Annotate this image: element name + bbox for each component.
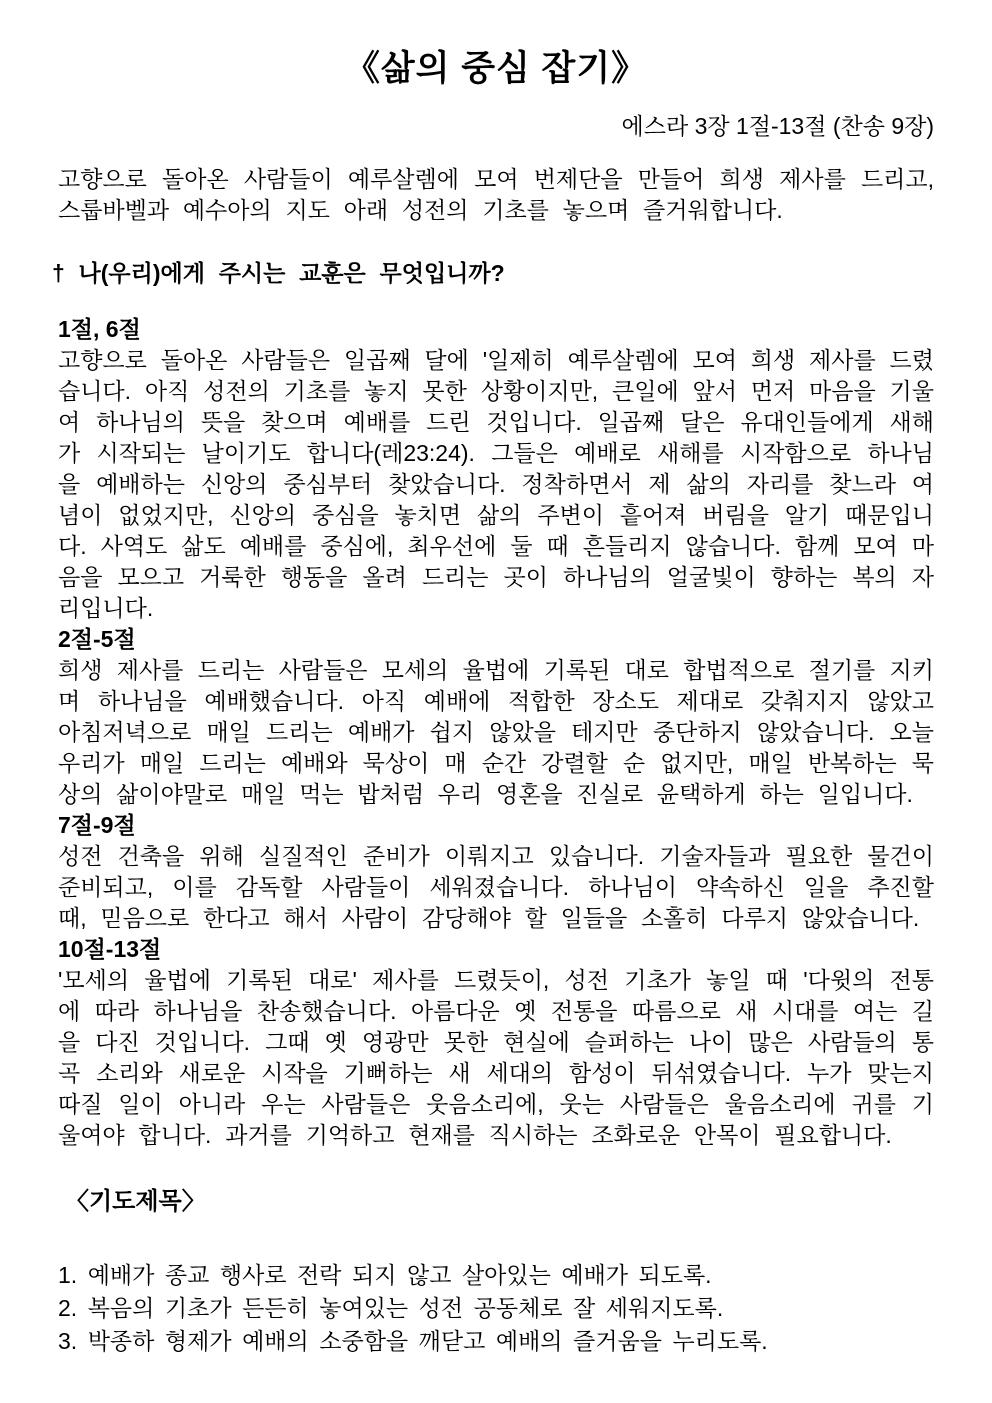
section-heading: 1절, 6절: [58, 316, 141, 342]
section-verses-1-6: [58, 314, 934, 624]
scripture-reference: 에스라 3장 1절-13절 (찬송 9장): [621, 113, 934, 139]
section-body: 고향으로 돌아온 사람들은 일곱째 달에 '일제히 예루살렘에 모여 희생 제사를 드렸습니다. 아직 성전의 기초를 놓지 못한 상황이지만, 큰일에 앞서 먼저 마음을 기울여 하나님의 뜻을 찾으며 예배를 드린 것입니다. 일곱째 달은 유대인들에게 새해가 시작되는 날이기도 합니다(레23:24). 그들은 예배로 새해를 시작함으로 하나님을 예배하는 신앙의 중심부터 찾았습니다. 정착하면서 제 삶의 자리를 찾느라 여념이 없었지만, 신앙의 중심을 놓치면 삶의 주변이 흩어져 버림을 알기 때문입니다. 사역도 삶도 예배를 중심에, 최우선에 둘 때 흔들리지 않습니다. 함께 모여 마음을 모으고 거룩한 행동을 올려 드리는 곳이 하나님의 얼굴빛이 향하는 복의 자리입니다.: [58, 347, 934, 621]
section-verses-7-9: [58, 810, 934, 934]
prayer-item: 1. 예배가 종교 행사로 전락 되지 않고 살아있는 예배가 되도록.: [58, 1262, 712, 1288]
section-heading: 7절-9절: [58, 812, 136, 838]
section-body: 성전 건축을 위해 실질적인 준비가 이뤄지고 있습니다. 기술자들과 필요한 물건이 준비되고, 이를 감독할 사람들이 세워졌습니다. 하나님이 약속하신 일을 추진할 때, 믿음으로 한다고 해서 사람이 감당해야 할 일들을 소홀히 다루지 않았습니다.: [58, 843, 934, 931]
section-body: 희생 제사를 드리는 사람들은 모세의 율법에 기록된 대로 합법적으로 절기를 지키며 하나님을 예배했습니다. 아직 예배에 적합한 장소도 제대로 갖춰지지 않았고 아침저녁으로 매일 드리는 예배가 쉽지 않았을 테지만 중단하지 않았습니다. 오늘 우리가 매일 드리는 예배와 묵상이 매 순간 강렬할 순 없지만, 매일 반복하는 묵상의 삶이야말로 매일 먹는 밥처럼 우리 영혼을 진실로 윤택하게 하는 일입니다.: [58, 657, 934, 807]
section-heading: 2절-5절: [58, 626, 136, 652]
page-title: 《삶의 중심 잡기》: [344, 49, 648, 88]
intro-paragraph: 고향으로 돌아온 사람들이 예루살렘에 모여 번제단을 만들어 희생 제사를 드리고, 스룹바벨과 예수아의 지도 아래 성전의 기초를 놓으며 즐거워합니다.: [58, 166, 934, 223]
prayer-topics-list: [58, 1259, 934, 1358]
section-verses-2-5: [58, 624, 934, 810]
prayer-topics-heading: 〈기도제목〉: [65, 1188, 206, 1215]
prayer-item: 2. 복음의 기초가 든든히 놓여있는 성전 공동체로 잘 세워지도록.: [58, 1295, 724, 1321]
section-body: '모세의 율법에 기록된 대로' 제사를 드렸듯이, 성전 기초가 놓일 때 '다윗의 전통에 따라 하나님을 찬송했습니다. 아름다운 옛 전통을 따름으로 새 시대를 여는 길을 다진 것입니다. 그때 옛 영광만 못한 현실에 슬퍼하는 나이 많은 사람들의 통곡 소리와 새로운 시작을 기뻐하는 새 세대의 함성이 뒤섞였습니다. 누가 맞는지 따질 일이 아니라 우는 사람들은 웃음소리에, 웃는 사람들은 울음소리에 귀를 기울여야 합니다. 과거를 기억하고 현재를 직시하는 조화로운 안목이 필요합니다.: [58, 967, 934, 1148]
section-verses-10-13: [58, 934, 934, 1151]
commentary-sections: [58, 314, 934, 1151]
question-heading: † 나(우리)에게 주시는 교훈은 무엇입니까?: [52, 260, 505, 286]
section-heading: 10절-13절: [58, 936, 162, 962]
prayer-item: 3. 박종하 형제가 예배의 소중함을 깨닫고 예배의 즐거움을 누리도록.: [58, 1328, 768, 1354]
